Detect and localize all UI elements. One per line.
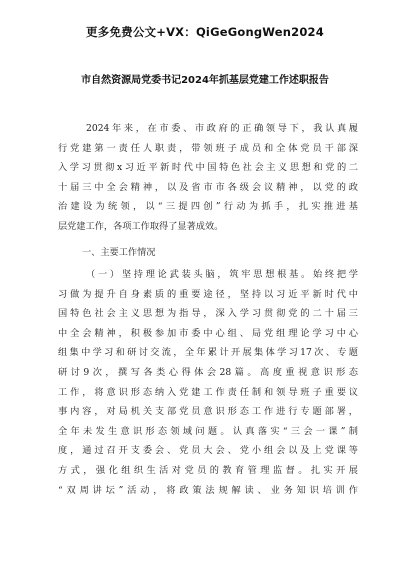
paragraph-line: “双周讲坛”活动，将政策法规解读、业务知识培训作 — [58, 484, 358, 496]
paragraph-line: 度，通过召开支委会、党员大会、党小组会以及上党课等 — [58, 445, 358, 457]
paragraph-line: 组集中学习和研讨交流，全年累计开展集体学习17次、专题 — [58, 347, 358, 359]
paragraph-line: 层党建工作，各项工作取得了显著成效。 — [58, 220, 224, 232]
paragraph-line: 治建设为统领，以“三提四创”行动为抓手，扎实推进基 — [58, 201, 358, 213]
paragraph-line: 国特色社会主义思想为指导，深入学习贯彻党的二十届三 — [58, 308, 358, 320]
paragraph-line: 方式，强化组织生活对党员的教育管理监督。扎实开展 — [58, 464, 358, 476]
paragraph-intro — [58, 119, 358, 237]
paragraph-line: 工作，将意识形态纳入党建工作责任制和领导班子重要议 — [58, 386, 358, 398]
paragraph-line: 中全会精神，积极参加市委中心组、局党组理论学习中心 — [58, 327, 358, 339]
watermark-header: 更多免费公文+VX：QiGeGongWen2024 — [86, 25, 324, 39]
paragraph-line: 十届三中全会精神，以及省市市各级会议精神，以党的政 — [58, 181, 358, 193]
document-title: 市自然资源局党委书记2024年抓基层党建工作述职报告 — [81, 75, 329, 86]
section-heading: 一、主要工作情况 — [82, 247, 156, 258]
paragraph-section-one — [58, 265, 358, 500]
paragraph-line: 研讨9次，撰写各类心得体会28篇。高度重视意识形态 — [58, 366, 358, 378]
paragraph-line: 行党建第一责任人职责，带领班子成员和全体党员干部深 — [58, 142, 358, 154]
paragraph-line: （一）坚持理论武装头脑，筑牢思想根基。始终把学 — [86, 269, 358, 280]
paragraph-line: 入学习贯彻x习近平新时代中国特色社会主义思想和党的二 — [58, 162, 358, 174]
paragraph-line: 事内容，对局机关支部党员意识形态工作进行专题部署， — [58, 406, 358, 418]
paragraph-line: 全年未发生意识形态领域问题。认真落实“三会一课”制 — [58, 425, 358, 437]
paragraph-line: 2024年来，在市委、市政府的正确领导下，我认真履 — [86, 123, 358, 134]
paragraph-line: 习做为提升自身素质的重要途径，坚持以习近平新时代中 — [58, 288, 358, 300]
